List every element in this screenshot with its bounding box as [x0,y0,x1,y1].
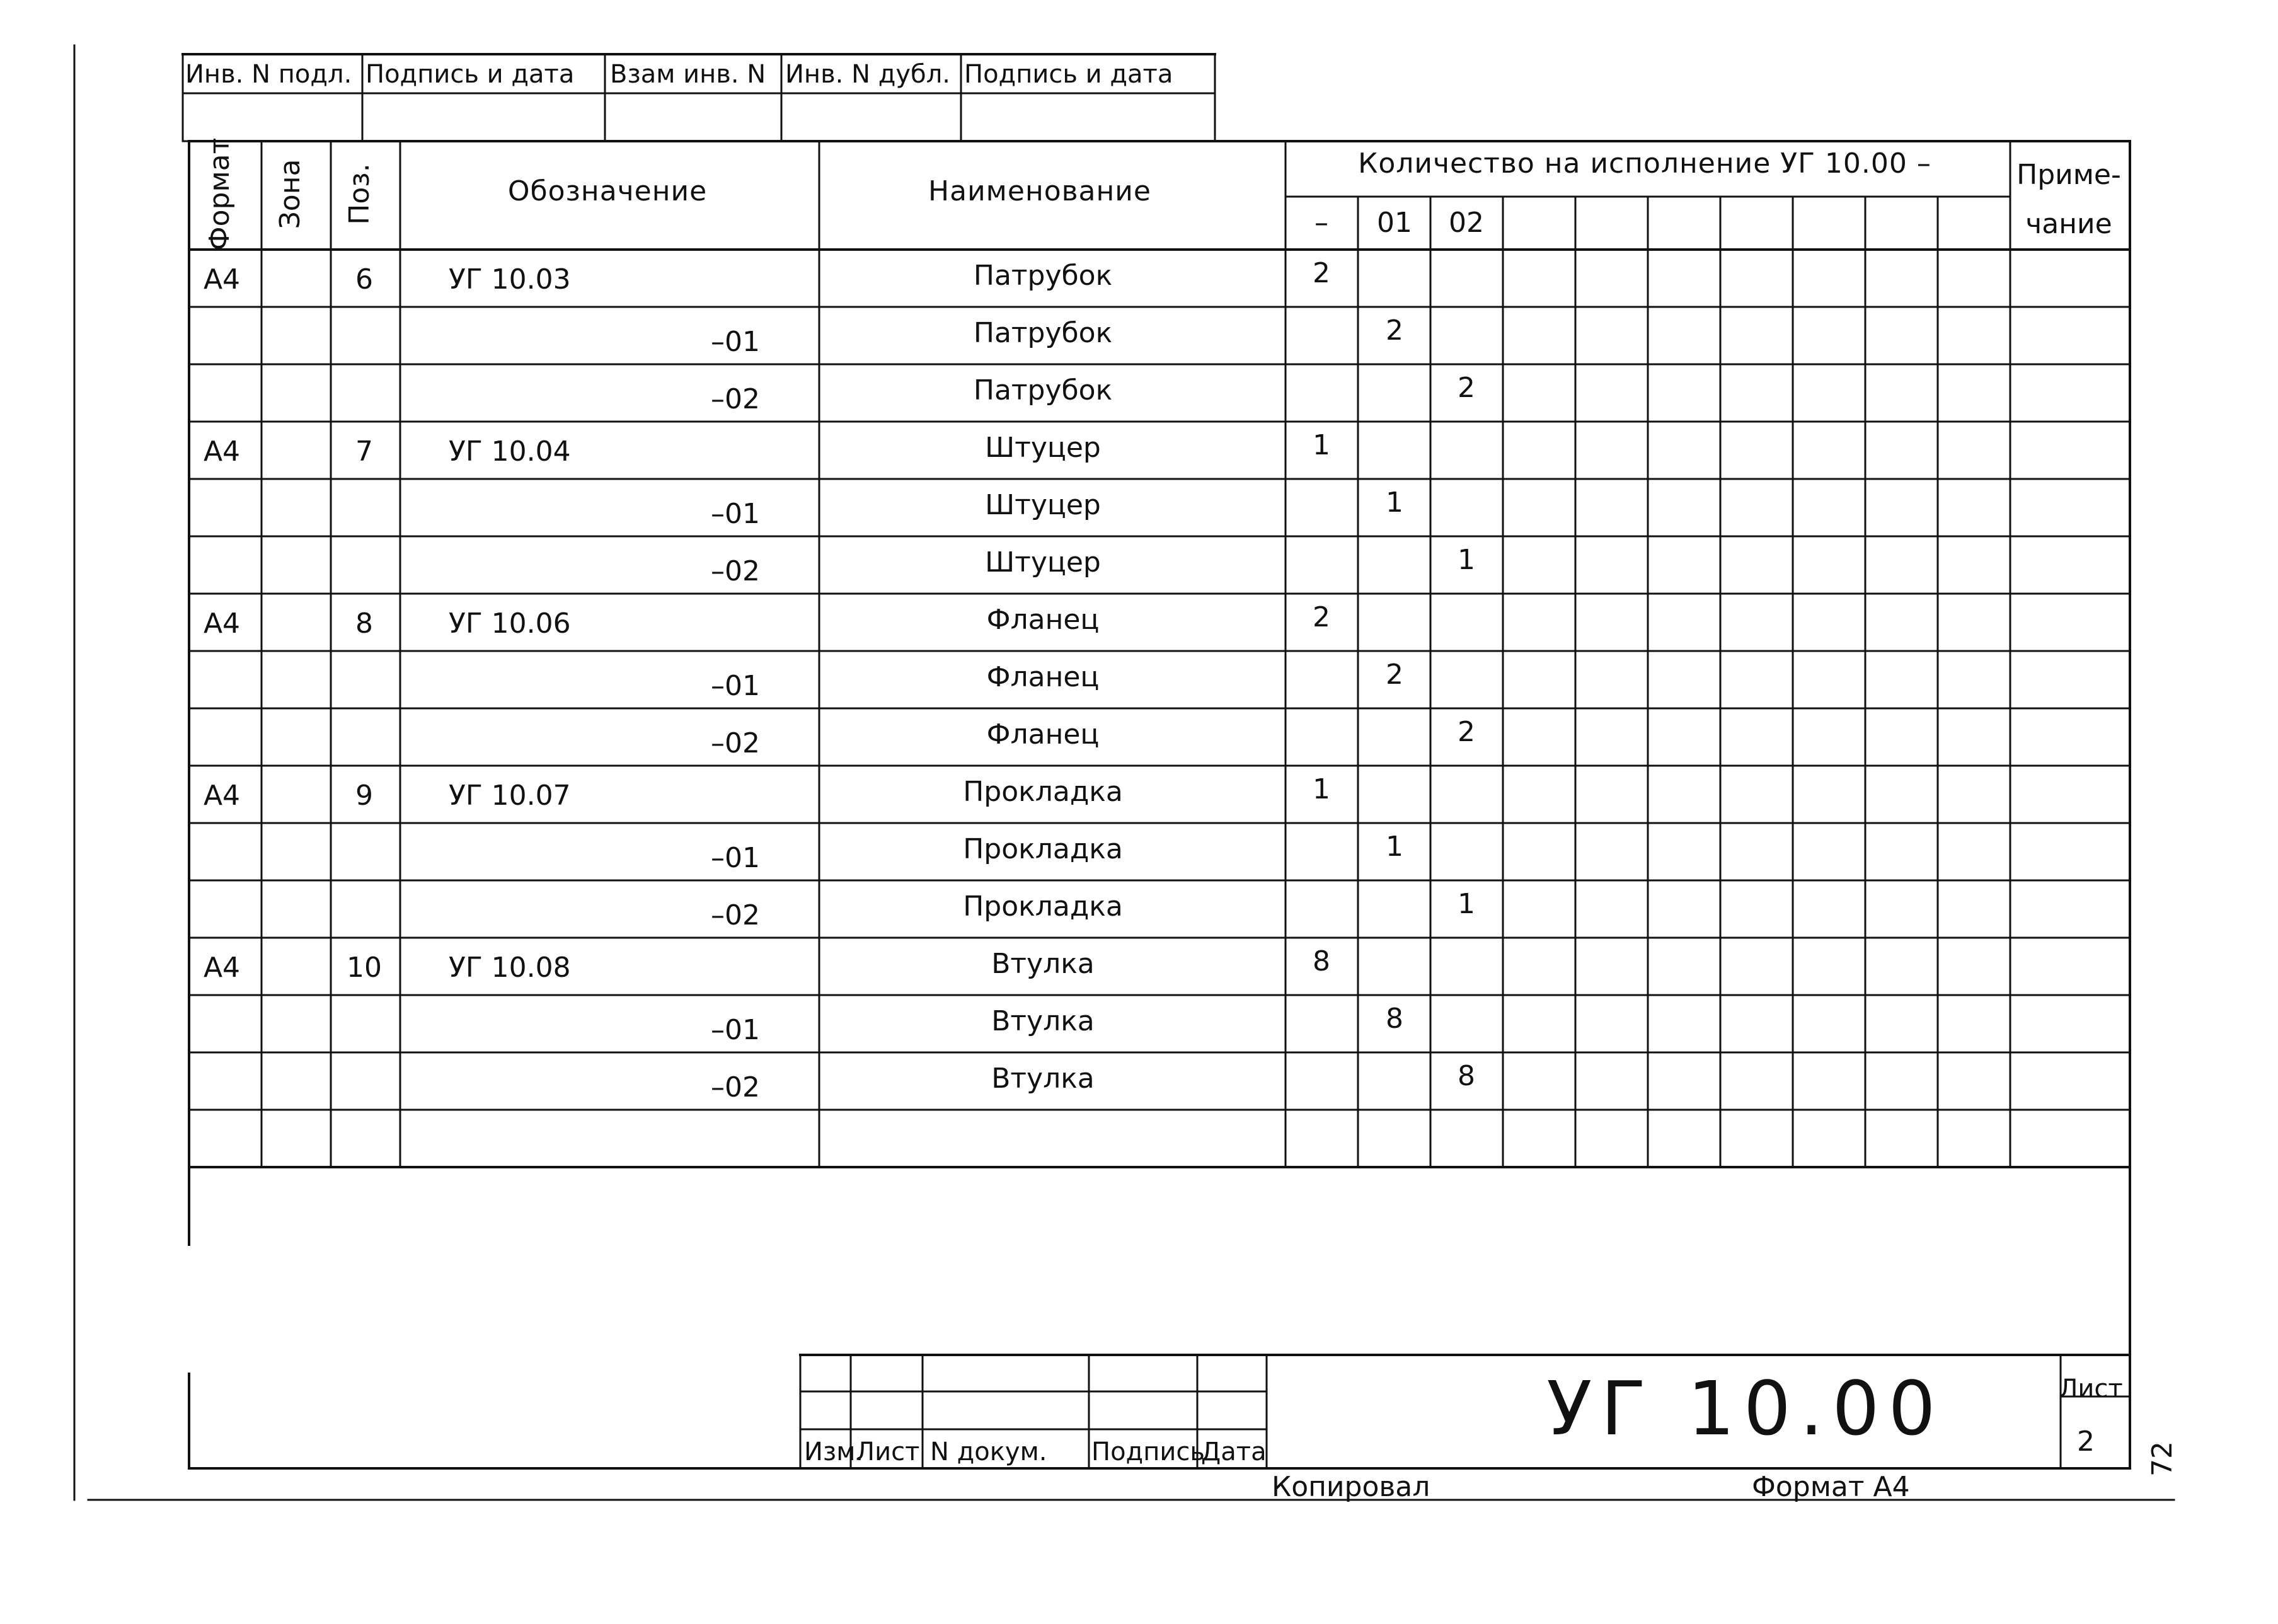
title-izm-label: Изм. [804,1437,864,1466]
row-designation-suffix: –01 [711,842,760,874]
row-qty-1: 8 [1386,1003,1403,1035]
row-designation: УГ 10.04 [449,435,571,468]
row-name: Прокладка [963,776,1123,808]
header-variant-base: – [1314,207,1328,239]
row-qty-1: 2 [1386,659,1403,691]
row-designation: УГ 10.07 [449,780,571,812]
row-name: Патрубок [973,317,1113,349]
row-qty-0: 1 [1313,429,1330,461]
header-variant-01: 01 [1377,207,1412,239]
header-quantity: Количество на исполнение УГ 10.00 – [1358,147,1931,180]
row-name: Фланец [986,661,1100,693]
row-designation-suffix: –01 [711,1014,760,1046]
row-name: Штуцер [985,432,1101,464]
margin-mark: 72 [2146,1441,2178,1477]
row-format: А4 [203,608,241,640]
row-format: А4 [203,780,241,812]
row-designation: УГ 10.03 [449,263,571,296]
row-designation-suffix: –02 [711,1071,760,1103]
row-name: Втулка [991,948,1095,980]
row-name: Патрубок [973,374,1113,406]
row-qty-0: 8 [1313,945,1330,977]
stamp-inv-dubl: Инв. N дубл. [785,60,950,89]
row-qty-2: 2 [1458,716,1475,748]
row-designation-suffix: –02 [711,383,760,415]
stamp-podpis-data-1: Подпись и дата [365,60,575,89]
row-pos: 10 [347,952,382,984]
row-qty-1: 1 [1386,487,1403,519]
stamp-vzam-inv: Взам инв. N [610,60,766,89]
header-note-bottom: чание [2025,208,2112,240]
header-variant-02: 02 [1449,207,1484,239]
header-note-top: Приме- [2016,159,2121,191]
stamp-inv-podl: Инв. N подл. [185,60,352,89]
row-qty-2: 1 [1458,888,1475,920]
row-name: Патрубок [973,260,1113,292]
row-qty-0: 2 [1313,257,1330,289]
header-designation: Обозначение [507,175,708,207]
title-podpis-label: Подпись [1091,1437,1205,1466]
row-pos: 6 [355,263,373,296]
title-list-label: Лист [856,1437,920,1466]
row-designation: УГ 10.08 [449,952,571,984]
row-qty-2: 1 [1458,544,1475,576]
row-designation: УГ 10.06 [449,608,571,640]
row-format: А4 [203,952,241,984]
row-pos: 7 [355,435,373,468]
header-pos: Поз. [343,163,376,225]
title-sheet-number: 2 [2077,1425,2095,1458]
row-name: Втулка [991,1005,1095,1037]
row-designation-suffix: –01 [711,498,760,530]
copied-label: Копировал [1272,1471,1430,1503]
row-name: Прокладка [963,890,1123,923]
row-name: Втулка [991,1063,1095,1095]
row-format: А4 [203,435,241,468]
row-designation-suffix: –01 [711,670,760,702]
header-zone: Зона [274,159,306,229]
title-sheet-label: Лист [2059,1374,2123,1403]
row-qty-2: 8 [1458,1060,1475,1092]
title-ndokum-label: N докум. [930,1437,1047,1466]
row-designation-suffix: –01 [711,326,760,358]
header-format: Формат [204,137,236,251]
row-qty-1: 1 [1386,831,1403,863]
row-designation-suffix: –02 [711,727,760,759]
row-name: Прокладка [963,833,1123,865]
header-name: Наименование [928,175,1151,207]
row-name: Фланец [986,604,1100,636]
row-name: Штуцер [985,546,1101,579]
row-qty-1: 2 [1386,314,1403,347]
row-format: А4 [203,263,241,296]
row-pos: 9 [355,780,373,812]
format-label: Формат А4 [1752,1471,1910,1503]
row-qty-2: 2 [1458,372,1475,404]
row-designation-suffix: –02 [711,555,760,587]
row-qty-0: 1 [1313,773,1330,805]
row-pos: 8 [355,608,373,640]
stamp-podpis-data-2: Подпись и дата [964,60,1173,89]
title-designation: УГ 10.00 [1546,1365,1945,1452]
row-name: Фланец [986,718,1100,751]
title-data-label: Дата [1201,1437,1267,1466]
row-designation-suffix: –02 [711,899,760,931]
row-name: Штуцер [985,489,1101,521]
row-qty-0: 2 [1313,601,1330,633]
